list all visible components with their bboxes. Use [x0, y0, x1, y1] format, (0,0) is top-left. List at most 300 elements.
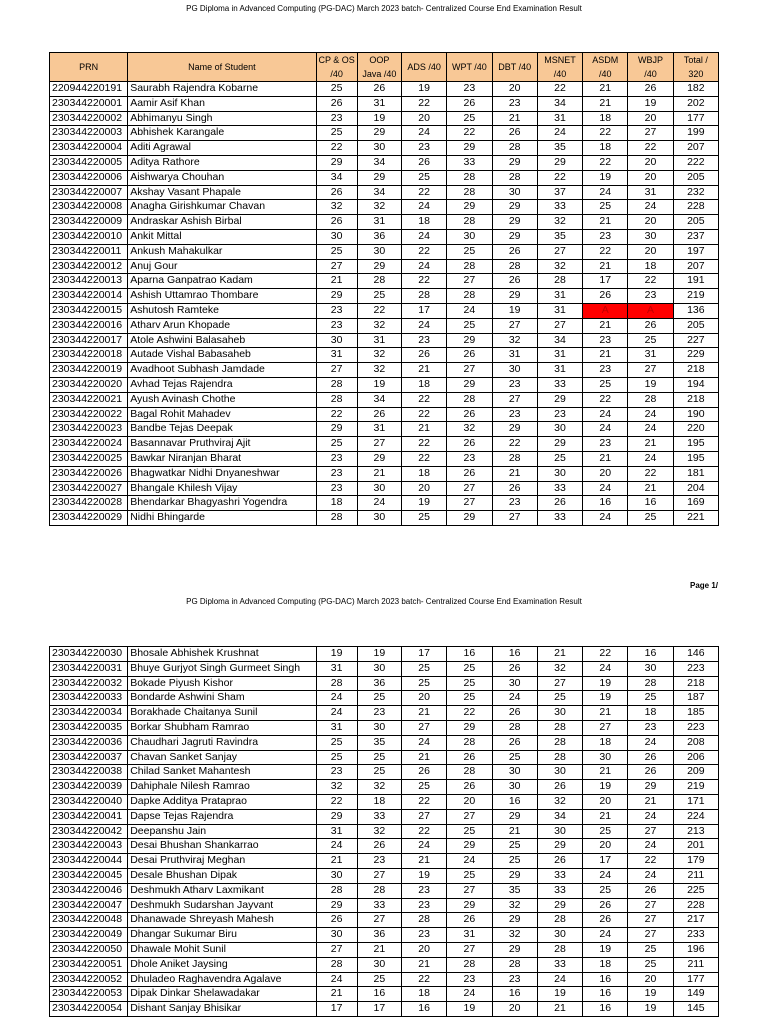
cell-prn: 230344220029	[50, 511, 128, 526]
cell-msnet: 27	[537, 676, 582, 691]
header-prn	[50, 53, 128, 82]
header-asdm-line1: ASDM	[592, 55, 619, 65]
cell-wbjp: 23	[628, 720, 673, 735]
cell-oop-java: 36	[357, 229, 401, 244]
cell-oop-java: 25	[357, 750, 401, 765]
cell-wpt: 16	[447, 647, 492, 662]
cell-total: 205	[673, 170, 718, 185]
cell-oop-java: 22	[357, 303, 401, 318]
cell-msnet: 31	[537, 303, 582, 318]
cell-ads: 21	[401, 422, 446, 437]
cell-prn: 230344220010	[50, 229, 128, 244]
cell-oop-java: 32	[357, 780, 401, 795]
cell-dbt: 27	[492, 392, 537, 407]
cell-total: 182	[673, 82, 718, 97]
cell-wbjp: 25	[628, 333, 673, 348]
cell-oop-java: 34	[357, 392, 401, 407]
table-row	[50, 200, 719, 215]
cell-name: Dhanawade Shreyash Mahesh	[128, 913, 316, 928]
cell-msnet: 34	[537, 333, 582, 348]
cell-dbt: 22	[492, 437, 537, 452]
cell-dbt: 30	[492, 363, 537, 378]
cell-oop-java: 30	[357, 661, 401, 676]
cell-asdm: 20	[583, 839, 628, 854]
cell-cp-os: 28	[316, 883, 357, 898]
cell-name: Abhimanyu Singh	[128, 111, 316, 126]
cell-total: 211	[673, 868, 718, 883]
cell-dbt: 29	[492, 229, 537, 244]
cell-msnet: 29	[537, 898, 582, 913]
cell-total: 169	[673, 496, 718, 511]
cell-ads: 20	[401, 691, 446, 706]
cell-cp-os: 23	[316, 451, 357, 466]
page-number: Page 1/	[689, 581, 718, 590]
cell-ads: 18	[401, 466, 446, 481]
cell-prn: 230344220017	[50, 333, 128, 348]
cell-dbt: 16	[492, 794, 537, 809]
cell-prn: 230344220014	[50, 289, 128, 304]
cell-prn: 230344220035	[50, 720, 128, 735]
cell-dbt: 26	[492, 661, 537, 676]
cell-oop-java: 30	[357, 957, 401, 972]
cell-prn: 230344220045	[50, 868, 128, 883]
cell-oop-java: 33	[357, 809, 401, 824]
cell-wpt: 19	[447, 1002, 492, 1017]
cell-ads: 25	[401, 676, 446, 691]
cell-oop-java: 26	[357, 407, 401, 422]
table-row	[50, 883, 719, 898]
cell-total: 207	[673, 259, 718, 274]
cell-prn: 230344220015	[50, 303, 128, 318]
cell-ads: 21	[401, 957, 446, 972]
cell-total: 218	[673, 392, 718, 407]
table-row	[50, 854, 719, 869]
cell-name: Dahiphale Nilesh Ramrao	[128, 780, 316, 795]
cell-msnet: 32	[537, 794, 582, 809]
header-wbjp-line1: WBJP	[638, 55, 664, 65]
cell-asdm: 24	[583, 422, 628, 437]
cell-wpt: 25	[447, 244, 492, 259]
cell-cp-os: 24	[316, 706, 357, 721]
cell-cp-os: 24	[316, 839, 357, 854]
header-dbt	[492, 53, 537, 82]
cell-ads: 21	[401, 363, 446, 378]
cell-oop-java: 21	[357, 466, 401, 481]
cell-dbt: 28	[492, 720, 537, 735]
cell-prn: 230344220007	[50, 185, 128, 200]
cell-oop-java: 32	[357, 824, 401, 839]
cell-total: 208	[673, 735, 718, 750]
cell-dbt: 28	[492, 451, 537, 466]
cell-oop-java: 26	[357, 82, 401, 97]
cell-dbt: 26	[492, 481, 537, 496]
cell-ads: 17	[401, 647, 446, 662]
cell-wpt: 26	[447, 750, 492, 765]
cell-ads: 28	[401, 913, 446, 928]
cell-prn: 230344220027	[50, 481, 128, 496]
cell-name: Borakhade Chaitanya Sunil	[128, 706, 316, 721]
cell-name: Autade Vishal Babasaheb	[128, 348, 316, 363]
header-name-line1: Name of Student	[188, 62, 256, 72]
header-cp-os-line1: CP & OS	[318, 55, 355, 65]
cell-msnet: 26	[537, 854, 582, 869]
cell-prn: 230344220042	[50, 824, 128, 839]
header-wpt-line1: WPT /40	[451, 62, 487, 72]
cell-cp-os: 32	[316, 780, 357, 795]
cell-asdm: 24	[583, 928, 628, 943]
cell-total: 229	[673, 348, 718, 363]
cell-name: Bokade Piyush Kishor	[128, 676, 316, 691]
table-row	[50, 259, 719, 274]
cell-total: 221	[673, 511, 718, 526]
cell-wbjp: 20	[628, 215, 673, 230]
cell-ads: 24	[401, 735, 446, 750]
table-row	[50, 496, 719, 511]
cell-msnet: 21	[537, 647, 582, 662]
cell-cp-os: 34	[316, 170, 357, 185]
cell-asdm: 22	[583, 126, 628, 141]
header-dbt-line1: DBT /40	[498, 62, 532, 72]
cell-name: Desai Bhushan Shankarrao	[128, 839, 316, 854]
cell-wbjp: 27	[628, 898, 673, 913]
cell-dbt: 32	[492, 898, 537, 913]
cell-wpt: 28	[447, 259, 492, 274]
cell-dbt: 26	[492, 244, 537, 259]
cell-ads: 23	[401, 883, 446, 898]
cell-total: 205	[673, 318, 718, 333]
cell-asdm: 21	[583, 259, 628, 274]
cell-dbt: 28	[492, 141, 537, 156]
cell-msnet: 28	[537, 750, 582, 765]
cell-cp-os: 23	[316, 303, 357, 318]
cell-asdm: 25	[583, 824, 628, 839]
cell-name: Bhosale Abhishek Krushnat	[128, 647, 316, 662]
cell-ads: 22	[401, 392, 446, 407]
cell-oop-java: 35	[357, 735, 401, 750]
cell-name: Bhagwatkar Nidhi Dnyaneshwar	[128, 466, 316, 481]
table-row	[50, 691, 719, 706]
cell-ads: 22	[401, 185, 446, 200]
cell-oop-java: 17	[357, 1002, 401, 1017]
cell-cp-os: 28	[316, 392, 357, 407]
cell-msnet: 34	[537, 96, 582, 111]
cell-cp-os: 23	[316, 765, 357, 780]
cell-asdm: 18	[583, 141, 628, 156]
cell-wpt: 27	[447, 274, 492, 289]
cell-dbt: 25	[492, 750, 537, 765]
table-row	[50, 839, 719, 854]
cell-total: 219	[673, 780, 718, 795]
cell-wbjp: 31	[628, 185, 673, 200]
cell-oop-java: 27	[357, 437, 401, 452]
cell-wbjp: 24	[628, 868, 673, 883]
header-msnet-line2: /40	[553, 69, 567, 79]
cell-msnet: 33	[537, 511, 582, 526]
cell-dbt: 16	[492, 987, 537, 1002]
cell-prn: 220944220191	[50, 82, 128, 97]
cell-wpt: 27	[447, 481, 492, 496]
cell-msnet: 28	[537, 735, 582, 750]
cell-name: Bhendarkar Bhagyashri Yogendra	[128, 496, 316, 511]
cell-total: 177	[673, 972, 718, 987]
cell-cp-os: 23	[316, 111, 357, 126]
cell-asdm: 19	[583, 942, 628, 957]
cell-name: Dhawale Mohit Sunil	[128, 942, 316, 957]
table-row	[50, 274, 719, 289]
cell-oop-java: 34	[357, 185, 401, 200]
cell-cp-os: 29	[316, 289, 357, 304]
cell-prn: 230344220004	[50, 141, 128, 156]
cell-oop-java: 29	[357, 451, 401, 466]
cell-prn: 230344220033	[50, 691, 128, 706]
cell-name: Nidhi Bhingarde	[128, 511, 316, 526]
cell-prn: 230344220003	[50, 126, 128, 141]
cell-ads: 26	[401, 765, 446, 780]
cell-wbjp: 19	[628, 1002, 673, 1017]
cell-oop-java: 19	[357, 111, 401, 126]
table-row	[50, 170, 719, 185]
table-row	[50, 481, 719, 496]
cell-dbt: 29	[492, 289, 537, 304]
cell-msnet: 31	[537, 289, 582, 304]
cell-wpt: 27	[447, 496, 492, 511]
cell-wpt: 20	[447, 794, 492, 809]
table-row	[50, 750, 719, 765]
cell-ads: 24	[401, 839, 446, 854]
table-row	[50, 126, 719, 141]
cell-name: Dhangar Sukumar Biru	[128, 928, 316, 943]
cell-total: 195	[673, 451, 718, 466]
table-row	[50, 422, 719, 437]
cell-cp-os: 18	[316, 496, 357, 511]
cell-total: 196	[673, 942, 718, 957]
cell-asdm: 21	[583, 765, 628, 780]
cell-msnet: 37	[537, 185, 582, 200]
table-row	[50, 377, 719, 392]
table-row	[50, 392, 719, 407]
cell-dbt: 19	[492, 303, 537, 318]
cell-name: Avhad Tejas Rajendra	[128, 377, 316, 392]
cell-dbt: 31	[492, 348, 537, 363]
cell-wbjp: 24	[628, 451, 673, 466]
cell-total: 220	[673, 422, 718, 437]
cell-msnet: 27	[537, 244, 582, 259]
cell-wbjp: 20	[628, 972, 673, 987]
cell-wbjp: 24	[628, 735, 673, 750]
cell-wpt: 28	[447, 185, 492, 200]
cell-name: Aditya Rathore	[128, 155, 316, 170]
cell-wpt: 26	[447, 466, 492, 481]
cell-oop-java: 23	[357, 706, 401, 721]
cell-wpt: 28	[447, 957, 492, 972]
cell-wbjp: 27	[628, 824, 673, 839]
cell-asdm: 21	[583, 215, 628, 230]
cell-asdm: 21	[583, 451, 628, 466]
cell-ads: 18	[401, 987, 446, 1002]
cell-asdm: 18	[583, 111, 628, 126]
table-row	[50, 928, 719, 943]
cell-prn: 230344220047	[50, 898, 128, 913]
cell-wpt: 28	[447, 735, 492, 750]
cell-prn: 230344220053	[50, 987, 128, 1002]
cell-oop-java: 30	[357, 141, 401, 156]
cell-name: Ankush Mahakulkar	[128, 244, 316, 259]
cell-dbt: 28	[492, 170, 537, 185]
cell-cp-os: 23	[316, 318, 357, 333]
cell-name: Basannavar Pruthviraj Ajit	[128, 437, 316, 452]
cell-dbt: 29	[492, 868, 537, 883]
cell-asdm: 20	[583, 466, 628, 481]
cell-wpt: 29	[447, 200, 492, 215]
cell-cp-os: 30	[316, 333, 357, 348]
cell-wbjp: 28	[628, 676, 673, 691]
cell-total: 217	[673, 913, 718, 928]
cell-wbjp: 21	[628, 437, 673, 452]
cell-asdm: 16	[583, 987, 628, 1002]
table-row	[50, 765, 719, 780]
cell-total: 146	[673, 647, 718, 662]
cell-wpt: 29	[447, 333, 492, 348]
cell-name: Deepanshu Jain	[128, 824, 316, 839]
cell-name: Aamir Asif Khan	[128, 96, 316, 111]
cell-prn: 230344220022	[50, 407, 128, 422]
cell-cp-os: 25	[316, 126, 357, 141]
cell-wbjp: 27	[628, 126, 673, 141]
cell-ads: 22	[401, 437, 446, 452]
cell-ads: 24	[401, 229, 446, 244]
cell-ads: 18	[401, 377, 446, 392]
cell-wpt: 25	[447, 318, 492, 333]
cell-prn: 230344220044	[50, 854, 128, 869]
cell-wbjp: 28	[628, 392, 673, 407]
cell-asdm: 27	[583, 720, 628, 735]
cell-oop-java: 28	[357, 883, 401, 898]
cell-cp-os: 31	[316, 348, 357, 363]
cell-msnet: 19	[537, 987, 582, 1002]
cell-total: 218	[673, 676, 718, 691]
cell-prn: 230344220026	[50, 466, 128, 481]
cell-wbjp: 24	[628, 839, 673, 854]
cell-oop-java: 30	[357, 511, 401, 526]
header-prn-line1: PRN	[79, 62, 99, 72]
cell-dbt: 21	[492, 824, 537, 839]
cell-cp-os: 25	[316, 437, 357, 452]
header-oop-java	[357, 53, 401, 82]
cell-wpt: 29	[447, 720, 492, 735]
table-row	[50, 348, 719, 363]
results-table-page-2	[49, 646, 719, 1017]
cell-wbjp: 24	[628, 809, 673, 824]
cell-cp-os: 32	[316, 200, 357, 215]
cell-dbt: 24	[492, 691, 537, 706]
header-name	[128, 53, 316, 82]
cell-cp-os: 30	[316, 928, 357, 943]
table-row	[50, 82, 719, 97]
cell-ads: 16	[401, 1002, 446, 1017]
cell-wpt: 28	[447, 170, 492, 185]
cell-total: 177	[673, 111, 718, 126]
cell-total: 202	[673, 96, 718, 111]
cell-cp-os: 28	[316, 377, 357, 392]
cell-name: Ashish Uttamrao Thombare	[128, 289, 316, 304]
cell-ads: 27	[401, 720, 446, 735]
cell-wpt: 28	[447, 392, 492, 407]
table-row	[50, 868, 719, 883]
cell-msnet: 22	[537, 170, 582, 185]
table-row	[50, 676, 719, 691]
cell-cp-os: 29	[316, 155, 357, 170]
cell-prn: 230344220036	[50, 735, 128, 750]
cell-wpt: 30	[447, 229, 492, 244]
cell-dbt: 29	[492, 155, 537, 170]
header-oop-java-line2: Java /40	[362, 69, 397, 79]
header-wbjp-line2: /40	[644, 69, 657, 79]
cell-ads: 23	[401, 333, 446, 348]
cell-wbjp: 27	[628, 928, 673, 943]
cell-ads: 28	[401, 289, 446, 304]
cell-ads: 25	[401, 661, 446, 676]
cell-oop-java: 32	[357, 200, 401, 215]
cell-prn: 230344220009	[50, 215, 128, 230]
cell-cp-os: 25	[316, 244, 357, 259]
cell-prn: 230344220052	[50, 972, 128, 987]
cell-name: Chavan Sanket Sanjay	[128, 750, 316, 765]
cell-ads: 23	[401, 898, 446, 913]
cell-msnet: 25	[537, 451, 582, 466]
table-row	[50, 111, 719, 126]
cell-name: Chaudhari Jagruti Ravindra	[128, 735, 316, 750]
cell-wbjp: 16	[628, 647, 673, 662]
cell-msnet: 30	[537, 824, 582, 839]
cell-prn: 230344220008	[50, 200, 128, 215]
cell-wbjp: 26	[628, 765, 673, 780]
cell-oop-java: 27	[357, 868, 401, 883]
table-row	[50, 451, 719, 466]
cell-asdm: 26	[583, 289, 628, 304]
cell-cp-os: 21	[316, 274, 357, 289]
cell-dbt: 21	[492, 111, 537, 126]
cell-msnet: 30	[537, 765, 582, 780]
cell-prn: 230344220005	[50, 155, 128, 170]
cell-oop-java: 25	[357, 691, 401, 706]
cell-ads: 22	[401, 824, 446, 839]
cell-prn: 230344220043	[50, 839, 128, 854]
cell-name: Atharv Arun Khopade	[128, 318, 316, 333]
cell-wbjp: 27	[628, 913, 673, 928]
cell-cp-os: 28	[316, 957, 357, 972]
table-row	[50, 407, 719, 422]
cell-wpt: 29	[447, 511, 492, 526]
cell-wbjp: 30	[628, 661, 673, 676]
cell-ads: 21	[401, 750, 446, 765]
cell-dbt: 20	[492, 82, 537, 97]
cell-prn: 230344220013	[50, 274, 128, 289]
cell-total: 185	[673, 706, 718, 721]
cell-prn: 230344220024	[50, 437, 128, 452]
cell-cp-os: 29	[316, 898, 357, 913]
cell-msnet: 23	[537, 407, 582, 422]
cell-oop-java: 26	[357, 839, 401, 854]
table-row	[50, 957, 719, 972]
cell-asdm: 24	[583, 481, 628, 496]
cell-oop-java: 30	[357, 481, 401, 496]
cell-msnet: 29	[537, 392, 582, 407]
cell-asdm: 24	[583, 661, 628, 676]
cell-msnet: 24	[537, 972, 582, 987]
cell-dbt: 29	[492, 422, 537, 437]
cell-cp-os: 22	[316, 794, 357, 809]
cell-total: 204	[673, 481, 718, 496]
